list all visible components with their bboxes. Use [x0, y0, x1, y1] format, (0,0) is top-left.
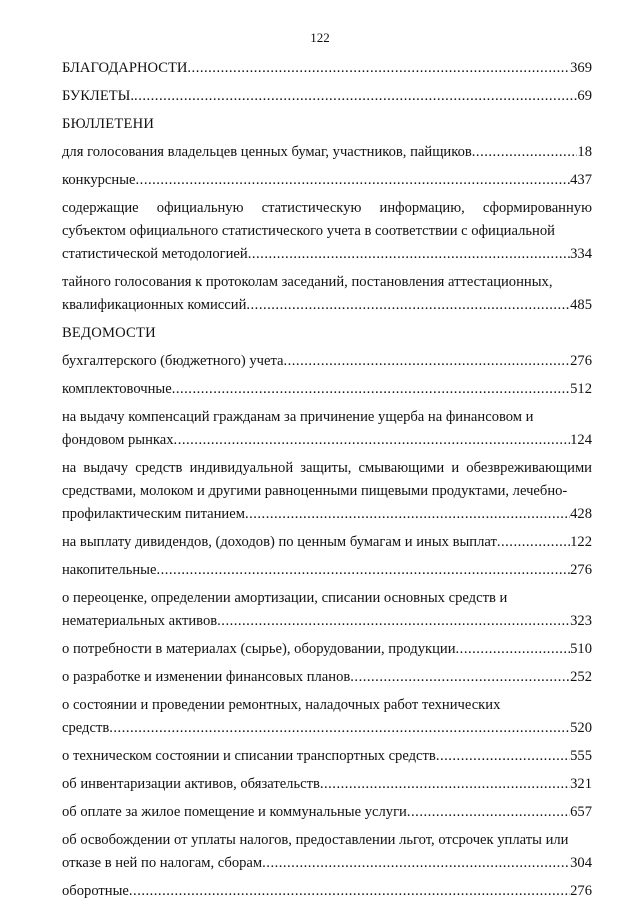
- index-entry: [62, 406, 592, 452]
- index-entry: [62, 197, 592, 266]
- index-entry: [62, 457, 592, 526]
- dot-leader: [262, 852, 570, 875]
- entry-title: фондовом рынках: [62, 432, 174, 448]
- entry-line: [62, 531, 592, 554]
- entry-line: [62, 141, 592, 164]
- entry-page-number: 555: [570, 748, 592, 764]
- entry-line: [62, 852, 592, 875]
- entry-title: средств: [62, 720, 110, 736]
- entry-line: [62, 773, 592, 796]
- entry-title: на выплату дивидендов, (доходов) по ценным бумагам и иных выплат: [62, 534, 497, 550]
- entry-line: [62, 638, 592, 661]
- entry-title: профилактическим питанием: [62, 506, 245, 522]
- entry-title: отказе в ней по налогам, сборам: [62, 855, 263, 871]
- entry-line: [62, 717, 592, 740]
- entry-text: о состоянии и проведении ремонтных, наладочных работ технических: [62, 697, 501, 713]
- index-entry: [62, 666, 592, 689]
- entry-page-number: 485: [570, 297, 592, 313]
- entry-page-number: 428: [570, 506, 592, 522]
- index-entry: [62, 773, 592, 796]
- entry-page-number: 512: [570, 381, 592, 397]
- dot-leader: [248, 243, 570, 266]
- index-heading: БЮЛЛЕТЕНИ: [62, 116, 155, 132]
- entry-title: о разработке и изменении финансовых планов: [62, 669, 351, 685]
- dot-leader: [283, 350, 570, 373]
- entry-title: конкурсные: [62, 172, 136, 188]
- dot-leader: [172, 378, 570, 401]
- dot-leader: [497, 531, 570, 554]
- entry-title: БУКЛЕТЫ.: [62, 88, 135, 104]
- index-entry: [62, 57, 592, 80]
- dot-leader: [109, 717, 570, 740]
- dot-leader: [187, 57, 570, 80]
- entry-line: [62, 57, 592, 80]
- entry-line: [62, 559, 592, 582]
- entry-page-number: 122: [570, 534, 592, 550]
- entry-title: статистической методологией: [62, 246, 248, 262]
- entry-title: накопительные: [62, 562, 157, 578]
- index-entry: [62, 350, 592, 373]
- index-entry: [62, 801, 592, 824]
- index-list: [62, 57, 592, 908]
- entry-title: об оплате за жилое помещение и коммунальные услуги: [62, 804, 407, 820]
- dot-leader: [246, 294, 570, 317]
- entry-text: на выдачу средств индивидуальной защиты, смывающими и обезвреживающими средствами, молоком и другими равноценными пищевыми продуктами, лечебно-: [62, 460, 592, 499]
- dot-leader: [129, 880, 570, 903]
- entry-text: о переоценке, определении амортизации, списании основных средств и: [62, 590, 508, 606]
- entry-title: о техническом состоянии и списании транспортных средств: [62, 748, 436, 764]
- index-entry: [62, 559, 592, 582]
- index-entry: [62, 271, 592, 317]
- entry-line: [62, 880, 592, 903]
- dot-leader: [436, 745, 570, 768]
- index-entry: [62, 638, 592, 661]
- entry-line: [62, 429, 592, 452]
- index-heading: ВЕДОМОСТИ: [62, 325, 156, 341]
- entry-title: для голосования владельцев ценных бумаг, участников, пайщиков: [62, 144, 472, 160]
- entry-line: [62, 85, 592, 108]
- entry-page-number: 69: [577, 88, 592, 104]
- entry-page-number: 276: [570, 353, 592, 369]
- entry-line: [62, 243, 592, 266]
- entry-page-number: 124: [570, 432, 592, 448]
- entry-page-number: 321: [570, 776, 592, 792]
- entry-page-number: 437: [570, 172, 592, 188]
- entry-line: [62, 169, 592, 192]
- index-entry: [62, 169, 592, 192]
- entry-title: БЛАГОДАРНОСТИ: [62, 60, 188, 76]
- dot-leader: [350, 666, 570, 689]
- entry-title: оборотные: [62, 883, 129, 899]
- entry-text: содержащие официальную статистическую информацию, сформированную субъектом официального статистического учета в соответствии с официальной: [62, 200, 592, 239]
- entry-page-number: 323: [570, 613, 592, 629]
- index-entry: [62, 85, 592, 108]
- dot-leader: [217, 610, 570, 633]
- entry-page-number: 657: [570, 804, 592, 820]
- entry-line: [62, 745, 592, 768]
- dot-leader: [407, 801, 570, 824]
- dot-leader: [134, 85, 577, 108]
- index-entry: [62, 880, 592, 903]
- entry-text: об освобождении от уплаты налогов, предоставлении льгот, отсрочек уплаты или: [62, 832, 569, 848]
- entry-line: [62, 378, 592, 401]
- entry-title: комплектовочные: [62, 381, 172, 397]
- entry-line: [62, 801, 592, 824]
- entry-page-number: 520: [570, 720, 592, 736]
- index-entry: [62, 829, 592, 875]
- index-entry: [62, 745, 592, 768]
- index-entry: [62, 141, 592, 164]
- dot-leader: [136, 169, 571, 192]
- entry-line: [62, 350, 592, 373]
- entry-title: об инвентаризации активов, обязательств: [62, 776, 320, 792]
- entry-page-number: 334: [570, 246, 592, 262]
- index-entry: [62, 378, 592, 401]
- entry-page-number: 18: [577, 144, 592, 160]
- dot-leader: [456, 638, 571, 661]
- entry-page-number: 276: [570, 883, 592, 899]
- dot-leader: [156, 559, 570, 582]
- index-entry: [62, 694, 592, 740]
- index-entry: [62, 587, 592, 633]
- index-entry: [62, 531, 592, 554]
- dot-leader: [174, 429, 571, 452]
- entry-page-number: 304: [570, 855, 592, 871]
- entry-line: [62, 610, 592, 633]
- entry-title: нематериальных активов: [62, 613, 218, 629]
- entry-title: бухгалтерского (бюджетного) учета: [62, 353, 284, 369]
- page-number: 122: [310, 30, 330, 45]
- entry-line: [62, 294, 592, 317]
- dot-leader: [245, 503, 570, 526]
- entry-page-number: 276: [570, 562, 592, 578]
- entry-page-number: 369: [570, 60, 592, 76]
- entry-page-number: 252: [570, 669, 592, 685]
- entry-text: на выдачу компенсаций гражданам за причинение ущерба на финансовом и: [62, 409, 534, 425]
- dot-leader: [320, 773, 570, 796]
- entry-line: [62, 503, 592, 526]
- dot-leader: [472, 141, 578, 164]
- entry-page-number: 510: [570, 641, 592, 657]
- entry-title: о потребности в материалах (сырье), оборудовании, продукции: [62, 641, 456, 657]
- entry-title: квалификационных комиссий: [62, 297, 247, 313]
- entry-text: тайного голосования к протоколам заседаний, постановления аттестационных,: [62, 274, 553, 290]
- entry-line: [62, 666, 592, 689]
